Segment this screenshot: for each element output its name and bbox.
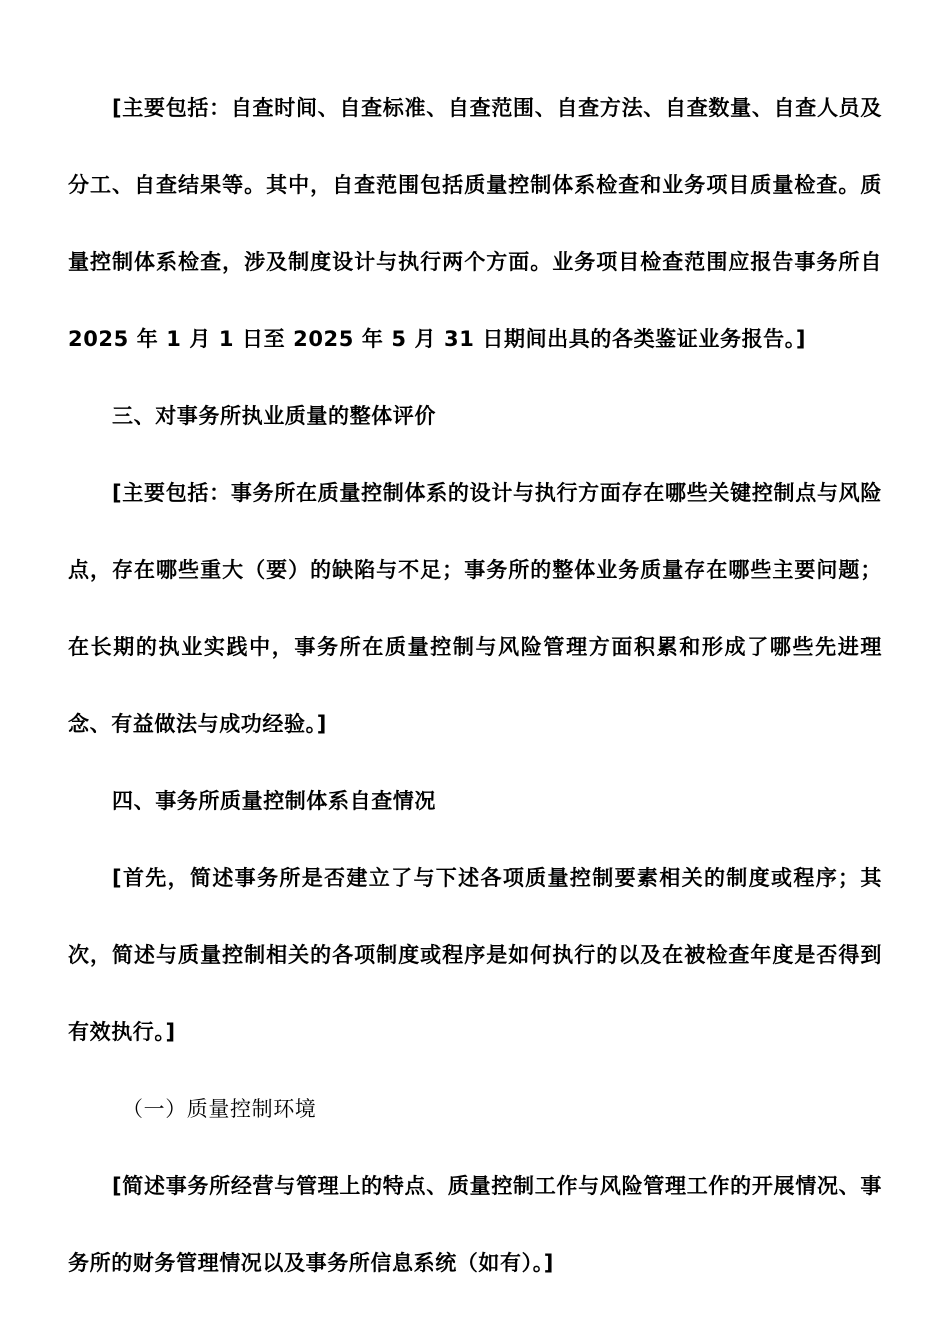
subsection-heading-4-1: （一）质量控制环境 (122, 1097, 317, 1121)
section-heading-3: 三、对事务所执业质量的整体评价 (112, 404, 436, 428)
paragraph-overall-evaluation: [主要包括：事务所在质量控制体系的设计与执行方面存在哪些关键控制点与风险点，存在哪些重大（要）的缺陷与不足；事务所的整体业务质量存在哪些主要问题；在长期的执业实践中，事务所在质量控制与风险管理方面积累和形成了哪些先进理念、有益做法与成功经验。] (68, 481, 882, 736)
paragraph-self-check-scope: [主要包括：自查时间、自查标准、自查范围、自查方法、自查数量、自查人员及分工、自查结果等。其中，自查范围包括质量控制体系检查和业务项目质量检查。质量控制体系检查，涉及制度设计与执行两个方面。业务项目检查范围应报告事务所自 2025 年 1 月 1 日至 2025 年 5 月 31 日期间出具的各类鉴证业务报告。] (68, 96, 882, 351)
section-heading-4: 四、事务所质量控制体系自查情况 (112, 789, 436, 813)
paragraph-quality-control-system: [首先，简述事务所是否建立了与下述各项质量控制要素相关的制度或程序；其次，简述与质量控制相关的各项制度或程序是如何执行的以及在被检查年度是否得到有效执行。] (68, 866, 882, 1044)
paragraph-quality-control-environment: [简述事务所经营与管理上的特点、质量控制工作与风险管理工作的开展情况、事务所的财务管理情况以及事务所信息系统（如有）。] (68, 1174, 882, 1275)
